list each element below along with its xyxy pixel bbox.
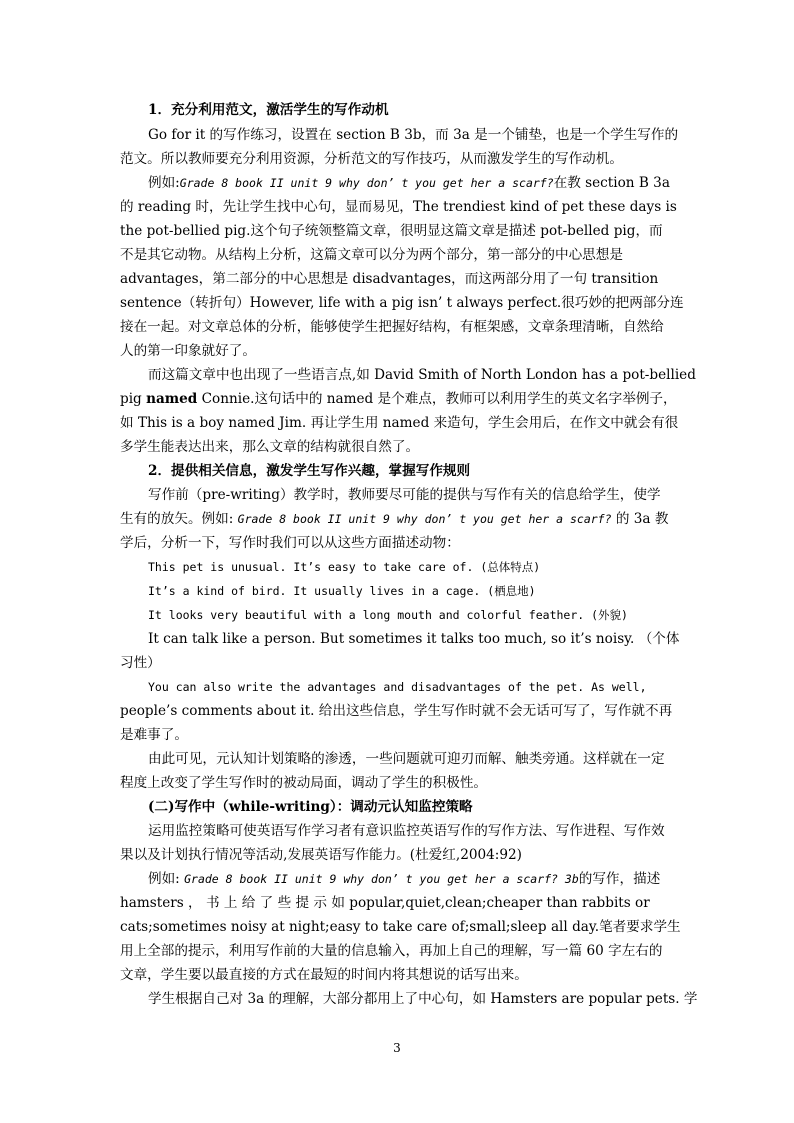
text-line: 用上全部的提示，利用写作前的大量的信息输入，再加上自己的理解，写一篇 60 字左右的 <box>120 943 663 959</box>
section-heading-1: 1．充分利用范文，激活学生的写作动机 <box>148 102 389 118</box>
text-line: 学生根据自己对 3a 的理解，大部分都用上了中心句，如 Hamsters are popular pets. 学 <box>148 991 698 1007</box>
text-span: Connie.这句话中的 named 是个难点，教师可以利用学生的英文名字举例子， <box>197 391 677 407</box>
text-span: 例如: <box>148 871 185 887</box>
example-sentence: This pet is unusual. It’s easy to take care of. (总体特点) <box>148 560 541 574</box>
text-line: 接在一起。对文章总体的分析，能够使学生把握好结构，有框架感，文章条理清晰，自然给 <box>120 319 664 335</box>
text-line: 运用监控策略可使英语写作学习者有意识监控英语写作的写作方法、写作进程、写作效 <box>148 823 665 839</box>
book-reference: Grade 8 book II unit 9 why don’ t you get her a scarf? <box>179 176 554 190</box>
text-line: 不是其它动物。从结构上分析，这篇文章可以分为两个部分，第一部分的中心思想是 <box>120 247 623 263</box>
section-heading-3: (二)写作中（while-writing）：调动元认知监控策略 <box>148 799 473 815</box>
text-line: cats;sometimes noisy at night;easy to take care of;small;sleep all day.笔者要求学生 <box>120 919 681 935</box>
text-line: the pot-bellied pig.这个句子统领整篇文章，很明显这篇文章是描述 pot-belled pig，而 <box>120 223 663 239</box>
text-line: 而这篇文章中也出现了一些语言点,如 David Smith of North London has a pot-bellied <box>148 367 696 383</box>
text-line: 由此可见，元认知计划策略的渗透，一些问题就可迎刃而解、触类旁通。这样就在一定 <box>148 751 665 767</box>
page-number: 3 <box>393 1041 401 1055</box>
section-heading-2: 2．提供相关信息，激发学生写作兴趣，掌握写作规则 <box>148 463 471 479</box>
text-line: 程度上改变了学生写作时的被动局面，调动了学生的积极性。 <box>120 775 488 791</box>
text-span: 的写作，描述 <box>578 871 661 887</box>
text-span: 的 3a 教 <box>611 511 669 527</box>
text-span: pig <box>120 391 147 407</box>
text-span: 在教 section B 3a <box>553 175 670 191</box>
text-line: advantages，第二部分的中心思想是 disadvantages，而这两部分用了一句 transition <box>120 271 659 287</box>
text-line: 如 This is a boy named Jim. 再让学生用 named 来造句，学生会用后，在作文中就会有很 <box>120 415 679 431</box>
example-sentence: It’s a kind of bird. It usually lives in a cage. (栖息地) <box>148 584 536 598</box>
text-line: Go for it 的写作练习，设置在 section B 3b，而 3a 是一个铺垫，也是一个学生写作的 <box>148 127 679 143</box>
text-span: 例如: <box>148 175 180 191</box>
text-line: people’s comments about it. 给出这些信息，学生写作时就不会无话可写了，写作就不再 <box>120 703 673 719</box>
example-sentence: It can talk like a person. But sometimes it talks too much, so it’s noisy. （个体 <box>148 631 680 647</box>
book-reference: Grade 8 book II unit 9 why don’ t you get her a scarf? 3b <box>184 872 579 886</box>
text-line <box>120 510 668 528</box>
text-line: 是难事了。 <box>120 727 188 743</box>
text-line: sentence（转折句）However, life with a pig isn’ t always perfect.很巧妙的把两部分连 <box>120 295 684 311</box>
text-line: 习性） <box>120 655 161 671</box>
text-line: 范文。所以教师要充分利用资源，分析范文的写作技巧，从而激发学生的写作动机。 <box>120 151 623 167</box>
text-line: You can also write the advantages and disadvantages of the pet. As well, <box>148 680 647 694</box>
book-reference: Grade 8 book II unit 9 why don’ t you get her a scarf? <box>237 512 612 526</box>
text-line: 文章，学生要以最直接的方式在最短的时间内将其想说的话写出来。 <box>120 967 528 983</box>
example-sentence: It looks very beautiful with a long mouth and colorful feather. (外貌) <box>148 608 628 622</box>
text-line: 多学生能表达出来，那么文章的结构就很自然了。 <box>120 439 420 455</box>
text-line: 人的第一印象就好了。 <box>120 343 256 359</box>
text-line: 学后，分析一下，写作时我们可以从这些方面描述动物： <box>120 535 460 551</box>
text-line: 果以及计划执行情况等活动,发展英语写作能力。(杜爱红,2004:92) <box>120 847 522 863</box>
text-line: 的 reading 时，先让学生找中心句，显而易见，The trendiest kind of pet these days is <box>120 199 677 215</box>
text-line: 写作前（pre-writing）教学时，教师要尽可能的提供与写作有关的信息给学生，使学 <box>148 487 661 503</box>
text-line: hamsters ， 书 上 给 了 些 提 示 如 popular,quiet,clean;cheaper than rabbits or <box>120 895 650 911</box>
text-line <box>148 174 670 192</box>
text-line <box>120 390 677 408</box>
text-span: 生有的放矢。例如: <box>120 511 238 527</box>
text-line <box>148 870 660 888</box>
keyword-named: named <box>146 391 198 407</box>
